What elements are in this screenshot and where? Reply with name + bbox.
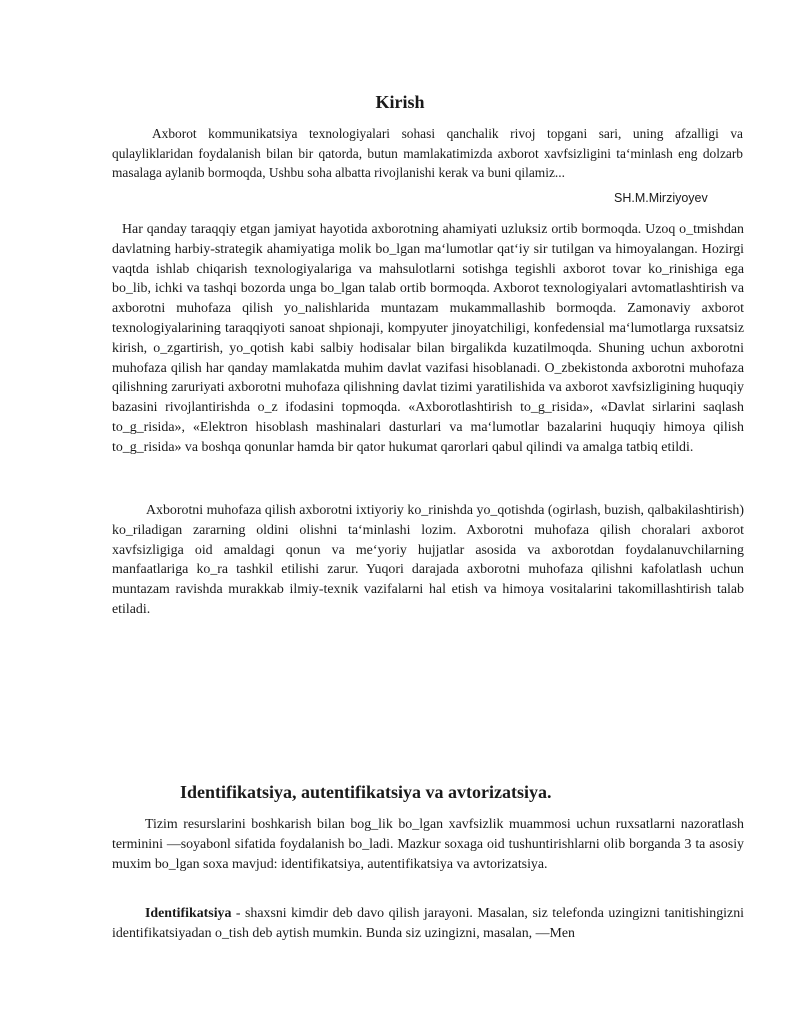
paragraph-access-control: Tizim resurslarini boshkarish bilan bog_lik bo_lgan xavfsizlik muammosi uchun ruxsatlarni nazoratlash terminini ―soyabonl sifatida foydalanish bo_ladi. Mazkur soxaga oid tushuntirishlarni olib borganda 3 ta asosiy muxim bo_lgan soxa mavjud: identifikatsiya, autentifikatsiya va avtorizatsiya.	[112, 817, 744, 872]
epigraph-text: Axborot kommunikatsiya texnologiyalari sohasi qanchalik rivoj topgani sari, uning afzalligi va qulayliklaridan foydalanish bilan bir qatorda, butun mamlakatimizda axborot xavfsizligini ta‘minlash eng dolzarb masalaga aylanib bormoqda, Ushbu soha albatta rivojlanishi kerak va buni qilamiz...	[112, 126, 743, 180]
identification-definition: - shaxsni kimdir deb davo qilish jarayoni. Masalan, siz telefonda uzingizni tanitishingizni identifikatsiyadan o_tish deb aytish mumkin. Bunda siz uzingizni, masalan, ―Men	[112, 906, 744, 941]
section-title-identification: Identifikatsiya, autentifikatsiya va avtorizatsiya.	[180, 782, 552, 802]
epigraph-quote	[112, 124, 743, 183]
epigraph-author: SH.M.Mirziyoyev	[614, 191, 708, 205]
paragraph-identification	[112, 904, 744, 944]
term-identifikatsiya: Identifikatsiya	[145, 906, 232, 921]
paragraph-intro-1: Har qanday taraqqiy etgan jamiyat hayotida axborotning ahamiyati uzluksiz ortib bormoqda. Uzoq o_tmishdan davlatning harbiy-strategik ahamiyatiga molik bo_lgan ma‘lumotlar qat‘iy sir tutilgan va himoyalangan. Hozirgi vaqtda ishlab chiqarish texnologiyalariga va mahsulotlarni sotishga tegishli axborot tovar ko_rinishiga ega bo_lib, ichki va tashqi bozorda unga bo_lgan talab ortib bormoqda. Axborot texnologiyalari avtomatlashtirish va axborotni muhofaza qilish yo_nalishlarida muntazam mukammallashib bormoqda. Zamonaviy axborot texnologiyalarining taraqqiyoti sanoat shpionaji, kompyuter jinoyatchiligi, konfedensial ma‘lumotlarga ruxsatsiz kirish, o_zgartirish, yo_qotish kabi salbiy hodisalar bilan birgalikda kuzatilmoqda. Shuning uchun axborotni muhofaza qilish har qanday mamlakatda muhim davlat vazifasi hisoblanadi. O_zbekistonda axborotni muhofaza qilishning zaruriyati axborotni muhofaza qilishning davlat tizimi yaratilishida va axborot xavfsizligining huquqiy bazasini rivojlantirishda o_z ifodasini topmoqda. «Axborotlashtirish to_g_risida», «Davlat sirlarini saqlash to_g_risida», «Elektron hisoblash mashinalari dasturlari va ma‘lumotlar bazalarini huquqiy himoya qilish to_g_risida» va boshqa qonunlar hamda bir qator hukumat qarorlari qabul qilindi va amalga tatbiq etildi.	[112, 222, 744, 455]
section-title-kirish: Kirish	[375, 92, 425, 112]
paragraph-intro-2: Axborotni muhofaza qilish axborotni ixtiyoriy ko_rinishda yo_qotishda (ogirlash, buzish, qalbakilashtirish) ko_riladigan zararning oldini olishni ta‘minlashi lozim. Axborotni muhofaza qilish choralari axborot xavfsizligiga oid amaldagi qonun va me‘yoriy hujjatlar asosida va axborotdan foydalanuvchilarning manfaatlariga ko_ra tashkil etilishi zarur. Yuqori darajada axborotni muhofaza qilishni kafolatlash uchun muntazam ravishda murakkab ilmiy-texnik vazifalarni hal etish va himoya vositalarini takomillashtirish talab etiladi.	[112, 503, 744, 617]
